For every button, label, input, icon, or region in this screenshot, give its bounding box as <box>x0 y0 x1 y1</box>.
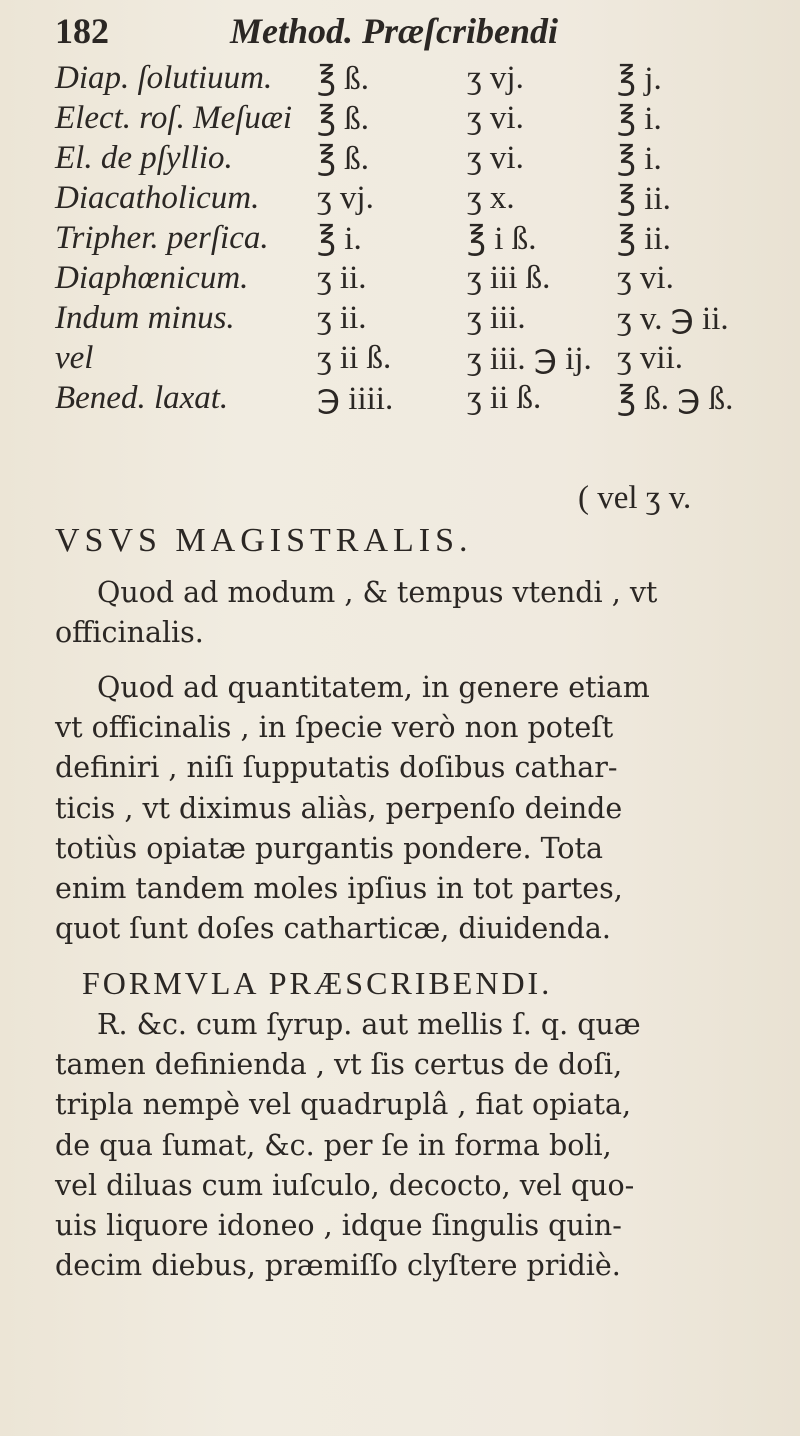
ingredient-name: Elect. roſ. Meſuæi <box>55 99 293 136</box>
quantity-cell: ℥ ii. <box>617 181 671 217</box>
recipe-row <box>55 58 775 98</box>
paragraph-formula <box>55 1005 783 1286</box>
recipe-row <box>55 98 775 138</box>
text-line: officinalis. <box>55 616 204 650</box>
recipe-row <box>55 258 775 298</box>
quantity-cell: ʒ iii. ℈ ij. <box>467 341 592 377</box>
text-line: decim diebus, præmiſſo clyſtere pridiè. <box>55 1249 621 1283</box>
ingredient-name: Diap. ſolutiuum. <box>55 59 273 96</box>
quantity-cell: ℥ ß. <box>317 61 370 97</box>
text-line: de qua ſumat, &c. per ſe in forma boli, <box>55 1128 612 1162</box>
quantity-cell: ʒ vi. <box>617 259 674 296</box>
text-line: ticis , vt diximus aliàs, perpenſo deinde <box>55 791 623 825</box>
text-line: definiri , niſi ſupputatis doſibus cathar- <box>55 751 618 785</box>
text-line: Quod ad quantitatem, in genere etiam <box>97 671 650 704</box>
quantity-cell: ʒ ii. <box>317 299 367 336</box>
quantity-cell: ʒ ii ß. <box>467 379 542 416</box>
text-line: tamen definienda , vt ſis certus de doſi, <box>55 1048 623 1082</box>
ingredient-name: vel <box>55 339 94 376</box>
quantity-cell: ʒ ii ß. <box>317 339 392 376</box>
quantity-cell: ʒ vi. <box>467 139 524 176</box>
recipe-row <box>55 338 775 378</box>
quantity-cell: ℥ i. <box>317 221 362 257</box>
quantity-cell: ℥ i ß. <box>467 221 537 257</box>
recipe-table <box>55 58 775 418</box>
text-line: vel diluas cum iuſculo, decocto, vel quo- <box>55 1168 635 1202</box>
recipe-alternative-note: ( vel ʒ v. <box>578 480 692 516</box>
quantity-cell: ℥ ß. ℈ ß. <box>617 381 734 417</box>
paragraph-quantitas <box>55 668 783 949</box>
ingredient-name: Diacatholicum. <box>55 179 260 216</box>
recipe-row <box>55 378 775 418</box>
text-line: totiùs opiatæ purgantis pondere. Tota <box>55 831 603 865</box>
text-line: R. &c. cum ſyrup. aut mellis ſ. q. quæ <box>97 1008 641 1041</box>
text-line: uis liquore idoneo , idque ſingulis quin- <box>55 1209 622 1243</box>
ingredient-name: Tripher. perſica. <box>55 219 269 256</box>
quantity-cell: ʒ vj. <box>467 59 524 96</box>
running-title: Method. Præſcribendi <box>230 11 558 51</box>
recipe-row <box>55 298 775 338</box>
quantity-cell: ℥ j. <box>617 61 662 97</box>
quantity-cell: ʒ iii. <box>467 299 526 336</box>
quantity-cell: ʒ x. <box>467 179 515 216</box>
quantity-cell: ℥ i. <box>617 101 662 137</box>
recipe-row <box>55 138 775 178</box>
quantity-cell: ℥ ß. <box>317 101 370 137</box>
page-number: 182 <box>55 11 109 51</box>
quantity-cell: ʒ vii. <box>617 339 683 376</box>
quantity-cell: ℥ i. <box>617 141 662 177</box>
text-line: tripla nempè vel quadruplâ , fiat opiata, <box>55 1088 632 1122</box>
ingredient-name: El. de pſyllio. <box>55 139 233 176</box>
quantity-cell: ʒ iii ß. <box>467 259 551 296</box>
text-line: quot ſunt doſes catharticæ, diuidenda. <box>55 912 611 946</box>
quantity-cell: ℥ ii. <box>617 221 671 257</box>
recipe-row <box>55 178 775 218</box>
recipe-row <box>55 218 775 258</box>
quantity-cell: ℥ ß. <box>317 141 370 177</box>
quantity-cell: ʒ vj. <box>317 179 374 216</box>
quantity-cell: ℈ iiii. <box>317 381 394 417</box>
text-line: Quod ad modum , & tempus vtendi , vt <box>97 576 658 609</box>
section-heading-formula: FORMVLA PRÆSCRIBENDI. <box>82 965 553 1001</box>
ingredient-name: Indum minus. <box>55 299 235 336</box>
ingredient-name: Bened. laxat. <box>55 379 229 416</box>
page-header <box>55 10 775 58</box>
ingredient-name: Diaphœnicum. <box>55 259 249 296</box>
quantity-cell: ʒ vi. <box>467 99 524 136</box>
section-heading-usus: VSVS MAGISTRALIS. <box>55 522 473 559</box>
text-line: enim tandem moles ipſius in tot partes, <box>55 872 623 906</box>
quantity-cell: ʒ v. ℈ ii. <box>617 301 729 337</box>
text-line: vt officinalis , in ſpecie verò non poteſt <box>55 711 614 745</box>
paragraph-modus <box>55 573 783 653</box>
quantity-cell: ʒ ii. <box>317 259 367 296</box>
